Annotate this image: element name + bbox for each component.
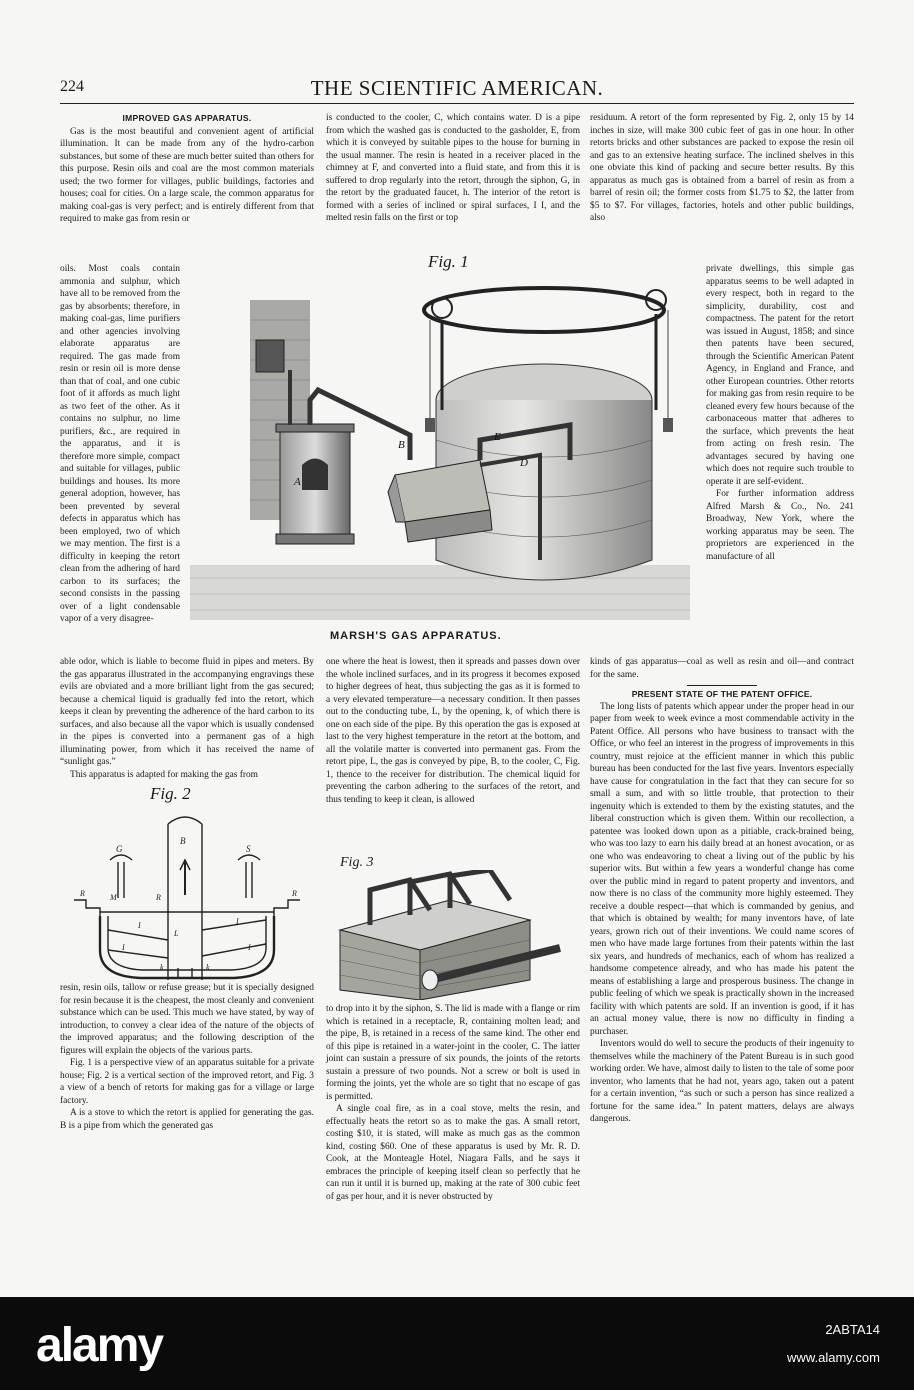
fig2-letter-r3: R [292, 889, 297, 898]
fig2-letter-b: B [180, 836, 186, 846]
paragraph: private dwellings, this simple gas apparatus seems to be well adapted in every respect, both in regard to the simplicity, durability, cost and compactness. The patent for the retort was issued in August, 1858; and since then patents have been secured, through the Scientific American Patent Agency, in England and France, and other European countries. Other retorts for making gas from resin require to be cleaned every few hours because of the carbonaceous matter that adheres to the surface, which prevents the heat from acting on fresh resin. The advantages secured by having one which does not require such trouble to operate it are self-evident. [706, 264, 854, 487]
paragraph: one where the heat is lowest, then it spreads and passes down over the whole inclined surfaces, and in its progress it becomes exposed to higher degrees of heat, thus subjecting the gas as it is formed to a very elevated temperature—a necessary condition. It then passes out to the conducting tube, L, by the opening, k, of which there is one on each side of the pipe. By this operation the gas is exposed at last to the very highest temperature in the retort at the bottom, and all the volatile matter is converted into permanent gas. From the retort pipe, L, the gas is conveyed by pipe, B, to the cooler, C, Fig. 1, thence to the receiver for distribution. The chemical liquid for preventing the carbon adhering to the surfaces of the retort, and thus tending to keep it clean, is allowed [326, 657, 580, 805]
fig2-letter-i1: I [138, 921, 141, 930]
fig2-letter-i3: I [122, 943, 125, 952]
fig2-letter-i2: I [236, 917, 239, 926]
paragraph: resin, resin oils, tallow or refuse grease; but it is specially designed for resin because it is the cheapest, the most cleanly and convenient substance which can be used. This much we have stated, by way of introduction, to convey a clear idea of the nature of the objects of the improved apparatus; and the following description of the figures will explain the objects of the various parts. [60, 983, 314, 1056]
paragraph: residuum. A retort of the form represented by Fig. 2, only 15 by 14 inches in size, will make 300 cubic feet of gas in one hour. In other retorts bricks and other substances are packed to expose the resin oil and gas to an extensive heating surface. The inclined shelves in this one obviate this kind of packing and secure better results. By this apparatus as much gas is obtained from a barrel of resin as from a barrel of resin oil; the former costs from $1.75 to $2, the latter from $5 to $7. For villages, factories, hotels and other public buildings, also [590, 113, 854, 223]
fig2-letter-m: M [110, 893, 117, 902]
paragraph: Fig. 1 is a perspective view of an apparatus suitable for a private house; Fig. 2 is a vertical section of the improved retort, and Fig. 3 a view of a bench of retorts for making gas for a village or large factory. [60, 1058, 314, 1106]
fig1-letter-a: A [294, 476, 301, 488]
site-url: www.alamy.com [787, 1350, 880, 1365]
column-3-bottom [590, 656, 854, 1126]
fig1-letter-e: E [494, 431, 501, 443]
fig1-label: Fig. 1 [428, 252, 469, 271]
fig3-bench-of-retorts [330, 870, 580, 1000]
masthead-title: THE SCIENTIFIC AMERICAN. [310, 76, 604, 100]
fig2-letter-r2: R [156, 893, 161, 902]
paragraph: A single coal fire, as in a coal stove, melts the resin, and effectually heats the retort so as to make the gas. A small retort, costing $10, it is stated, will make as much gas as the common kind, costing $60. One of these apparatus is used by Mr. R. D. Cook, at the Monteagle Hotel, Niagara Falls, and he says it embraces the principle of keeping itself clean so perfectly that he can run it until it is burned up, making at the rate of 300 cubic feet of gas per hour, and it is never obstructed by [326, 1104, 580, 1202]
fig2-letter-k1: k [160, 963, 164, 972]
paragraph: kinds of gas apparatus—coal as well as resin and oil—and contract for the same. [590, 657, 854, 680]
fig3-label: Fig. 3 [340, 855, 374, 870]
paragraph: Inventors would do well to secure the products of their ingenuity to themselves while the machinery of the Patent Bureau is in such good working order. We have, almost daily to listen to the tale of some poor inventor, who laments that he had not, years ago, taken out a patent for a certain invention, “as such or such a person has since realized a fortune for the same idea.” In patent matters, delays are always dangerous. [590, 1039, 854, 1124]
column-1-narrow [60, 263, 180, 626]
column-2-mid [326, 656, 580, 806]
column-1-bottom [60, 982, 314, 1132]
column-1-mid [60, 656, 314, 781]
image-id: 2ABTA14 [825, 1322, 880, 1337]
paragraph: to drop into it by the siphon, S. The lid is made with a flange or rim which is retained in a receptacle, R, containing molten lead; and the pipe, B, is retained in a recess of the same kind. The other end of this pipe is retained in a water-joint in the cooler, C. The latter joint can sustain a pressure of six pounds, the joints of the retorts sustain a pressure of two pounds. Not a screw or bolt is used in forming the joints, yet the whole are so tight that no escape of gas is permitted. [326, 1004, 580, 1102]
fig2-label: Fig. 2 [150, 784, 191, 803]
headline-gas-apparatus: IMPROVED GAS APPARATUS. [122, 113, 252, 123]
brand-logo: alamy [36, 1319, 163, 1372]
column-1-top [60, 112, 314, 226]
column-3-narrow [706, 263, 854, 563]
fig2-letter-i4: I [248, 943, 251, 952]
paragraph: This apparatus is adapted for making the gas from [70, 769, 258, 780]
paragraph: Gas is the most beautiful and convenient agent of artificial illumination. It can be made from any of the hydro-carbon substances, but some of these are much better suited than others for this purpose. Resin oils and coal are the most common materials used; the two former for villages, public buildings, factories and houses; coal for cities. On a large scale, the common apparatus for making coal-gas is very perfect; and is entirely different from that required to make gas from resin or [60, 126, 314, 224]
headline-patent-office: PRESENT STATE OF THE PATENT OFFICE. [631, 689, 813, 699]
page-number: 224 [60, 78, 84, 95]
header-rule [60, 103, 854, 104]
fig2-letter-s: S [246, 844, 251, 854]
fig1-gas-apparatus-illustration [190, 260, 690, 620]
fig2-retort-section [60, 800, 314, 980]
fig1-caption: MARSH'S GAS APPARATUS. [330, 630, 502, 642]
column-3-top [590, 112, 854, 225]
fig2-letter-r1: R [80, 889, 85, 898]
paragraph: For further information address Alfred Marsh & Co., No. 241 Broadway, New York, where the working apparatus may be seen. The proprietors are experienced in the manufacture of all [706, 489, 854, 562]
paragraph: The long lists of patents which appear under the proper head in our paper from week to week evince a most commendable activity in the Patent Office. All persons who have business to transact with the Office, or who feel an interest in the progress of improvements in this country, must rejoice at the efficient manner in which this public bureau has been conducted for the last five years. Inventors especially have cause for congratulation in the fact that they can secure for so small a sum, and with so little trouble, that protection to their ingenuity which is extended to them by the existing statutes, and the liberal construction which is given them. Within our recollection, a patentee was looked down upon as a pitiable, crack-brained being, who was too lazy to earn his daily bread at an honest avocation, or as one who was endeavoring to cheat a living out of the public by his superior wits. But within a few years a wonderful change has come over the public mind in regard to patent property and inventors, and now there is no class of the community more highly esteemed. They receive a double respect—that which is commanded by genius, and that which is obtained by wealth; for many inventors have, of late years, grown rich out of their inventions. We could name scores of men who have made large fortunes from their patents within the last six years, and hundreds of mechanics, each of whom has realized a handsome competence already, and who has made his patent the means of establishing a large and prosperous business. The change in public feeling of which we speak is practically shown in the increased facility with which patents are sold. If an invention is good, if it has an actual money value, there is now no difficulty in finding a purchaser. [590, 701, 854, 1037]
fig1-letter-d: D [520, 457, 528, 469]
fig2-letter-k2: k [206, 963, 210, 972]
paragraph: A is a stove to which the retort is applied for generating the gas. B is a pipe from which the generated gas [60, 1108, 314, 1131]
paragraph: able odor, which is liable to become fluid in pipes and meters. By the gas apparatus illustrated in the accompanying engravings these evils are obviated and a more brilliant light from the gas secured; because a chemical liquid is gradually fed into the retort, which keeps it clean by preventing the adherence of the hard carbon to its surfaces, and also because all the vapor which is usually condensed in the pipes is converted into a permanent gas of a high illuminating power, from which it has received the name of “sunlight gas.” [60, 657, 314, 767]
paragraph: is conducted to the cooler, C, which contains water. D is a pipe from which the washed gas is conducted to the gasholder, E, from which it is conveyed by suitable pipes to the house for burning in the usual manner. The resin is heated in a receiver placed in the chimney at F, and converted into a fluid state, and from this it is suffered to drop regularly into the retort, through the siphon, G, in the retort by the graduated faucet, h. The interior of the retort is formed with a series of inclined or spiral surfaces, I I, and the melted resin falls on the first or top [326, 113, 580, 223]
column-2-bottom [326, 1003, 580, 1203]
paragraph: oils. Most coals contain ammonia and sulphur, which have all to be removed from the gas by absorbents; therefore, in making coal-gas, lime purifiers and other agencies involving elaborate apparatus are required. The gas made from resin or resin oil is more dense than that of coal, and one cubic foot of it affords as much light as two feet of the other. As it contains no sulphur, no lime purifiers, &c., are required in the apparatus, and it is therefore more simple, compact and suitable for villages, public buildings and houses. Its more general adoption, however, has been prevented by several defects in apparatus which has been employed, two of which we may mention. The first is a difficulty in keeping the retort clean from the adhering of hard carbon to its surfaces; the second consists in the passing over of a light condensable vapor of a very disagree- [60, 264, 180, 624]
section-separator [687, 685, 757, 686]
fig1-letter-b: B [398, 439, 405, 451]
fig2-letter-l: L [174, 929, 179, 938]
column-2-top [326, 112, 580, 225]
fig2-letter-g: G [116, 844, 123, 854]
